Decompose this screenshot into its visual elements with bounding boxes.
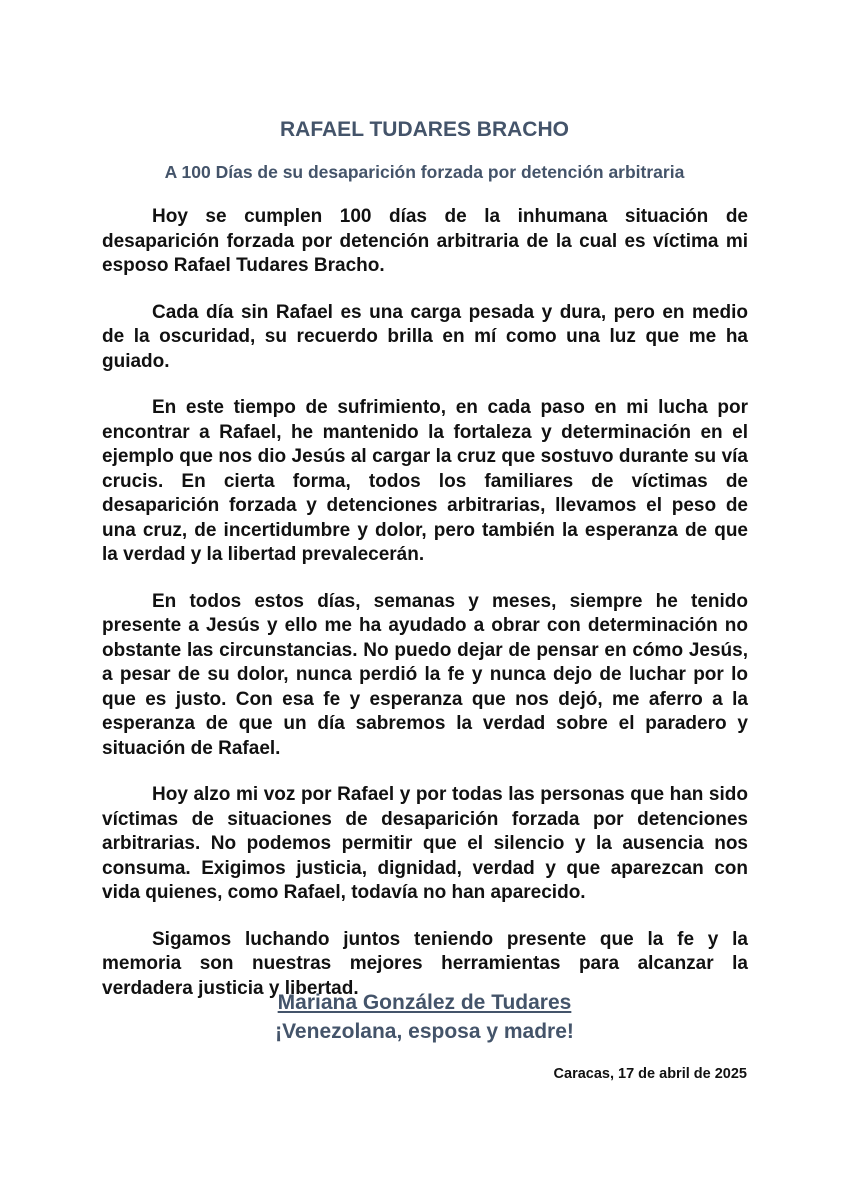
dateline: Caracas, 17 de abril de 2025 — [553, 1066, 747, 1082]
signature-name: Mariana González de Tudares — [277, 991, 572, 1014]
paragraph-1: Hoy se cumplen 100 días de la inhumana situación de desaparición forzada por detención arbitraria de la cual es víctima mi esposo Rafael Tudares Bracho. — [102, 206, 748, 276]
document-title: RAFAEL TUDARES BRACHO — [280, 118, 569, 141]
signature-block — [0, 988, 849, 1046]
paragraph-3: En este tiempo de sufrimiento, en cada paso en mi lucha por encontrar a Rafael, he mantenido la fortaleza y determinación en el ejemplo que nos dio Jesús al cargar la cruz que sostuvo durante su vía crucis. En cierta forma, todos los familiares de víctimas de desaparición forzada y detenciones arbitrarias, llevamos el peso de una cruz, de incertidumbre y dolor, pero también la esperanza de que la verdad y la libertad prevalecerán. — [102, 397, 748, 565]
paragraph-6: Sigamos luchando juntos teniendo presente que la fe y la memoria son nuestras mejores herramientas para alcanzar la verdadera justicia y libertad. — [102, 928, 748, 999]
paragraph-2: Cada día sin Rafael es una carga pesada y dura, pero en medio de la oscuridad, su recuerdo brilla en mí como una luz que me ha guiado. — [102, 301, 748, 372]
signature-tagline: ¡Venezolana, esposa y madre! — [275, 1020, 574, 1043]
document-subtitle: A 100 Días de su desaparición forzada por detención arbitraria — [164, 162, 685, 182]
letter-body — [102, 205, 748, 1023]
paragraph-4: En todos estos días, semanas y meses, siempre he tenido presente a Jesús y ello me ha ayudado a obrar con determinación no obstante las circunstancias. No puedo dejar de pensar en cómo Jesús, a pesar de su dolor, nunca perdió la fe y nunca dejo de luchar por lo que es justo. Con esa fe y esperanza que nos dejó, me aferro a la esperanza de que un día sabremos la verdad sobre el paradero y situación de Rafael. — [102, 590, 748, 759]
paragraph-5: Hoy alzo mi voz por Rafael y por todas las personas que han sido víctimas de situaciones de desaparición forzada por detenciones arbitrarias. No podemos permitir que el silencio y la ausencia nos consuma. Exigimos justicia, dignidad, verdad y que aparezcan con vida quienes, como Rafael, todavía no han aparecido. — [102, 784, 748, 903]
